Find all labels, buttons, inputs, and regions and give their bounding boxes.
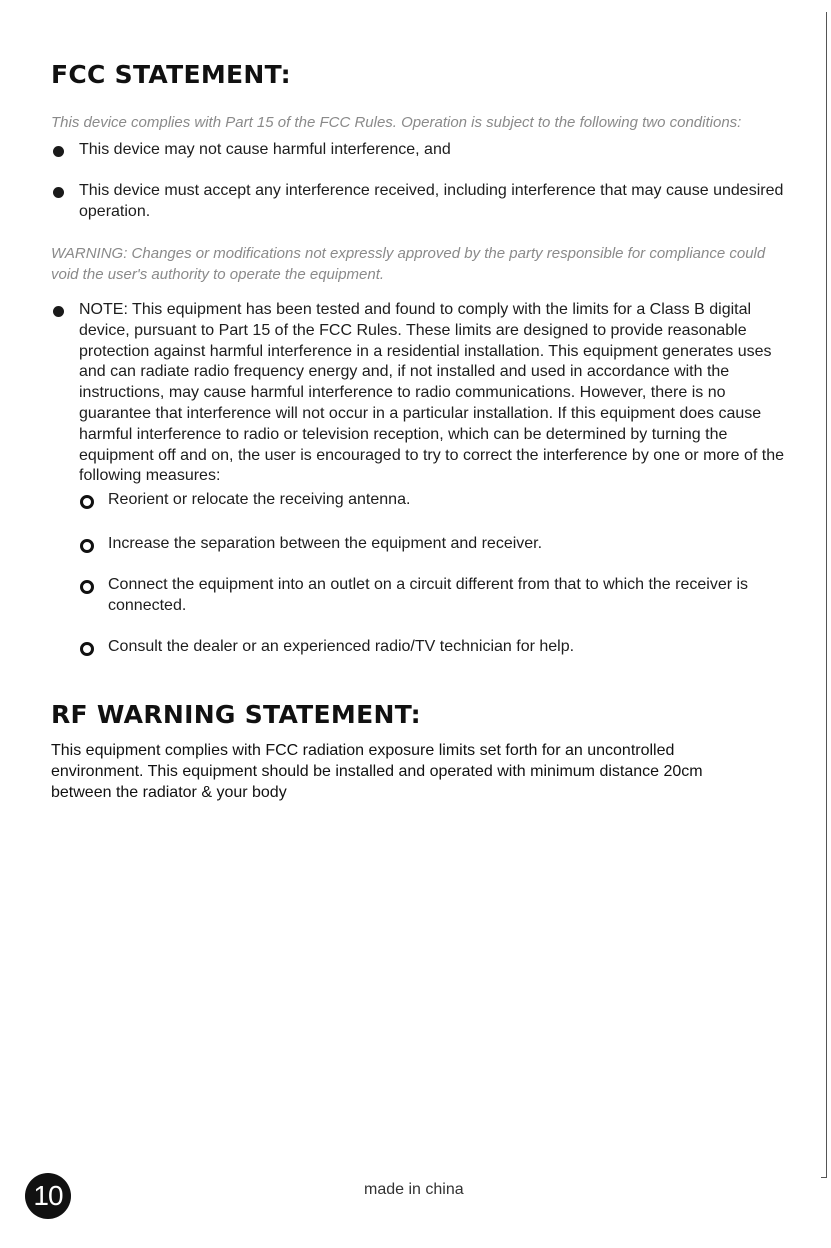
measure-item [79, 637, 789, 658]
condition-text: This device must accept any interference received, including interference that may cause undesired operation. [79, 182, 784, 220]
condition-item [51, 140, 791, 161]
note-text: NOTE: This equipment has been tested and found to comply with the limits for a Class B digital device, pursuant to Part 15 of the FCC Rules. These limits are designed to provide reasonable protection against harmful interference in a residential installation. This equipment generates uses and can radiate radio frequency energy and, if not installed and used in accordance with the instructions, may cause harmful interference to radio communications. However, there is no guarantee that interference will not occur in a particular installation. If this equipment does cause harmful interference to radio or television reception, which can be determined by turning the equipment off and on, the user is encouraged to try to correct the interference by one or more of the following measures: [79, 301, 785, 485]
circle-bullet-icon [80, 580, 94, 594]
measure-item [79, 575, 779, 617]
circle-bullet-icon [80, 495, 94, 509]
bullet-icon [53, 187, 64, 198]
measure-item [79, 534, 789, 555]
measure-text: Reorient or relocate the receiving antenna. [108, 491, 411, 508]
fcc-heading: FCC STATEMENT: [51, 60, 291, 89]
page-border-line [826, 12, 827, 1178]
fcc-intro: This device complies with Part 15 of the FCC Rules. Operation is subject to the following two conditions: [51, 114, 742, 131]
circle-bullet-icon [80, 642, 94, 656]
measure-item [79, 490, 789, 511]
rf-body: This equipment complies with FCC radiation exposure limits set forth for an uncontrolled environment. This equipment should be installed and operated with minimum distance 20cm between the radiator & your body [51, 742, 703, 801]
measure-text: Connect the equipment into an outlet on a circuit different from that to which the receiver is connected. [108, 576, 749, 614]
rf-heading: RF WARNING STATEMENT: [51, 700, 421, 729]
note-item [51, 300, 786, 487]
bullet-icon [53, 146, 64, 157]
measure-text: Increase the separation between the equipment and receiver. [108, 535, 543, 552]
page-number-badge: 10 [25, 1173, 71, 1219]
measure-text: Consult the dealer or an experienced radio/TV technician for help. [108, 638, 575, 655]
bullet-icon [53, 306, 64, 317]
condition-text: This device may not cause harmful interference, and [79, 141, 451, 158]
made-in-label: made in china [364, 1181, 464, 1198]
page-border-corner [821, 1177, 827, 1178]
fcc-warning: WARNING: Changes or modifications not expressly approved by the party responsible for compliance could void the user's authority to operate the equipment. [51, 245, 766, 283]
condition-item [51, 181, 791, 223]
circle-bullet-icon [80, 539, 94, 553]
